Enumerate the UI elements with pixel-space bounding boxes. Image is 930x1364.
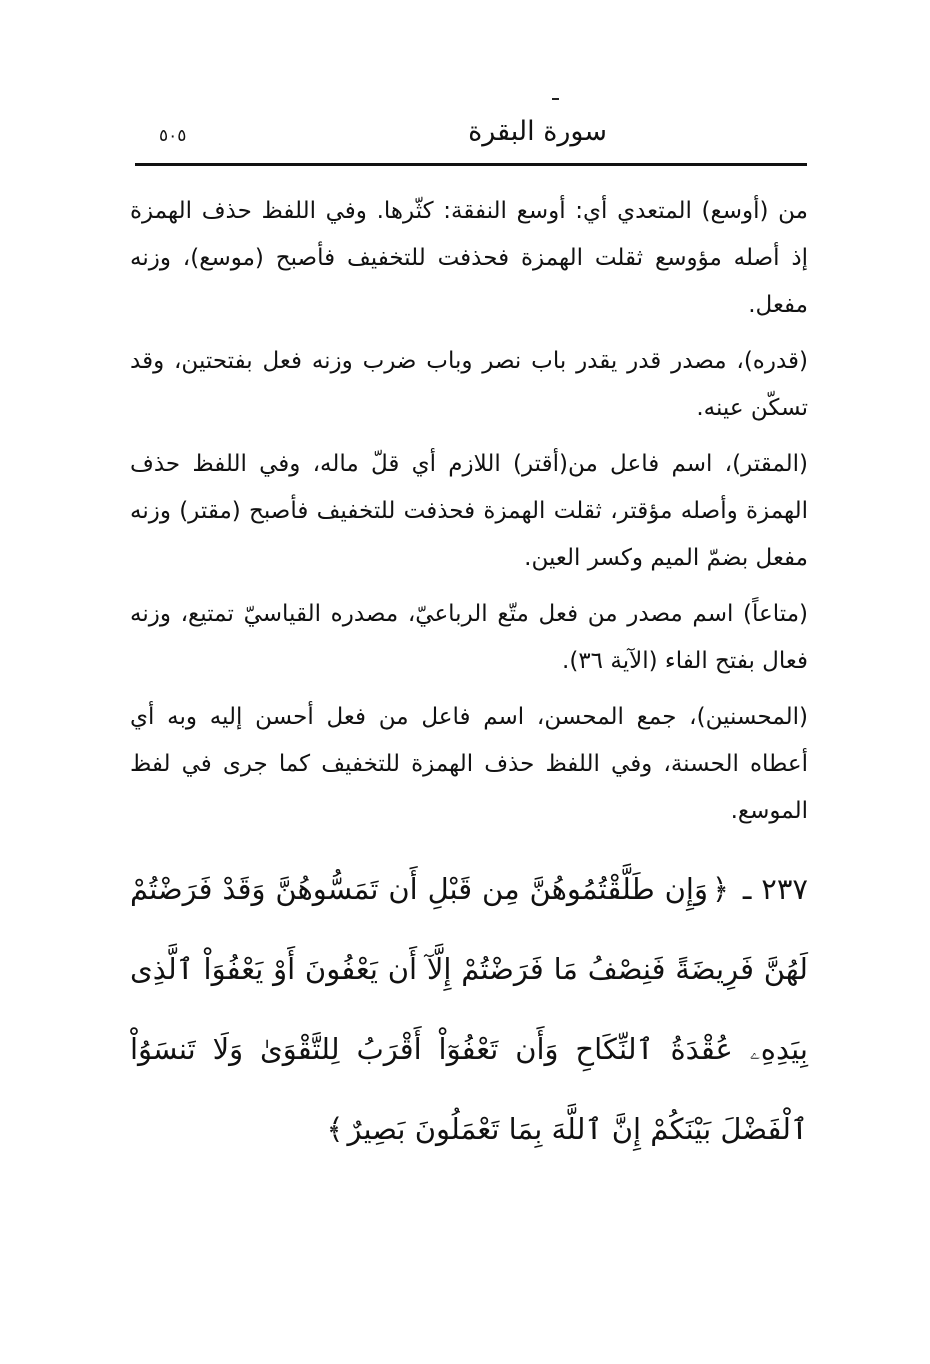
page-header xyxy=(135,112,807,162)
paragraph-mataan: (متاعاً) اسم مصدر من فعل متّع الرباعيّ، مصدره القياسيّ تمتيع، وزنه فعال بفتح الفاء (الآية ٣٦). xyxy=(130,601,808,674)
verse-open-bracket: ﴿ xyxy=(712,872,729,906)
page-body xyxy=(130,188,808,1198)
paragraph-muhsinin: (المحسنين)، جمع المحسن، اسم فاعل من فعل أحسن إليه وبه أي أعطاه الحسنة، وفي اللفظ حذف الهمزة للتخفيف كما جرى في لفظ الموسع. xyxy=(130,704,808,824)
verse-number: ٢٣٧ xyxy=(761,872,809,906)
paragraph-qadarahu: (قدره)، مصدر قدر يقدر باب نصر وباب ضرب وزنه فعل بفتحتين، وقد تسكّن عينه. xyxy=(130,348,808,421)
quran-verse xyxy=(130,849,808,1169)
header-rule xyxy=(135,163,807,166)
page-number: ٥٠٥ xyxy=(159,126,187,146)
paragraph-muqtir: (المقتر)، اسم فاعل من(أقتر) اللازم أي قلّ ماله، وفي اللفظ حذف الهمزة وأصله مؤقتر، ثقلت الهمزة فحذفت للتخفيف فأصبح (مقتر) وزنه مفعل بضمّ الميم وكسر العين. xyxy=(130,451,808,571)
verse-dash: ـ xyxy=(742,872,752,906)
running-title: سورة البقرة xyxy=(468,116,607,147)
top-mark xyxy=(552,98,559,100)
paragraph-awsa: من (أوسع) المتعدي أي: أوسع النفقة: كثّرها. وفي اللفظ حذف الهمزة إذ أصله مؤوسع ثقلت الهمزة فحذفت للتخفيف فأصبح (موسع)، وزنه مفعل. xyxy=(130,198,808,318)
verse-close-bracket: ﴾ xyxy=(326,1112,344,1146)
verse-text: وَإِن طَلَّقْتُمُوهُنَّ مِن قَبْلِ أَن تَمَسُّوهُنَّ وَقَدْ فَرَضْتُمْ لَهُنَّ فَرِيضَةً فَنِصْفُ مَا فَرَضْتُمْ إِلَّآ أَن يَعْفُونَ أَوْ يَعْفُوَاْ ٱلَّذِى بِيَدِهِۦ عُقْدَةُ ٱلنِّكَاحِ وَأَن تَعْفُوٓاْ أَقْرَبُ لِلتَّقْوَىٰ وَلَا تَنسَوُاْ ٱلْفَضْلَ بَيْنَكُمْ إِنَّ ٱللَّهَ بِمَا تَعْمَلُونَ بَصِيرٌ xyxy=(130,872,808,1146)
